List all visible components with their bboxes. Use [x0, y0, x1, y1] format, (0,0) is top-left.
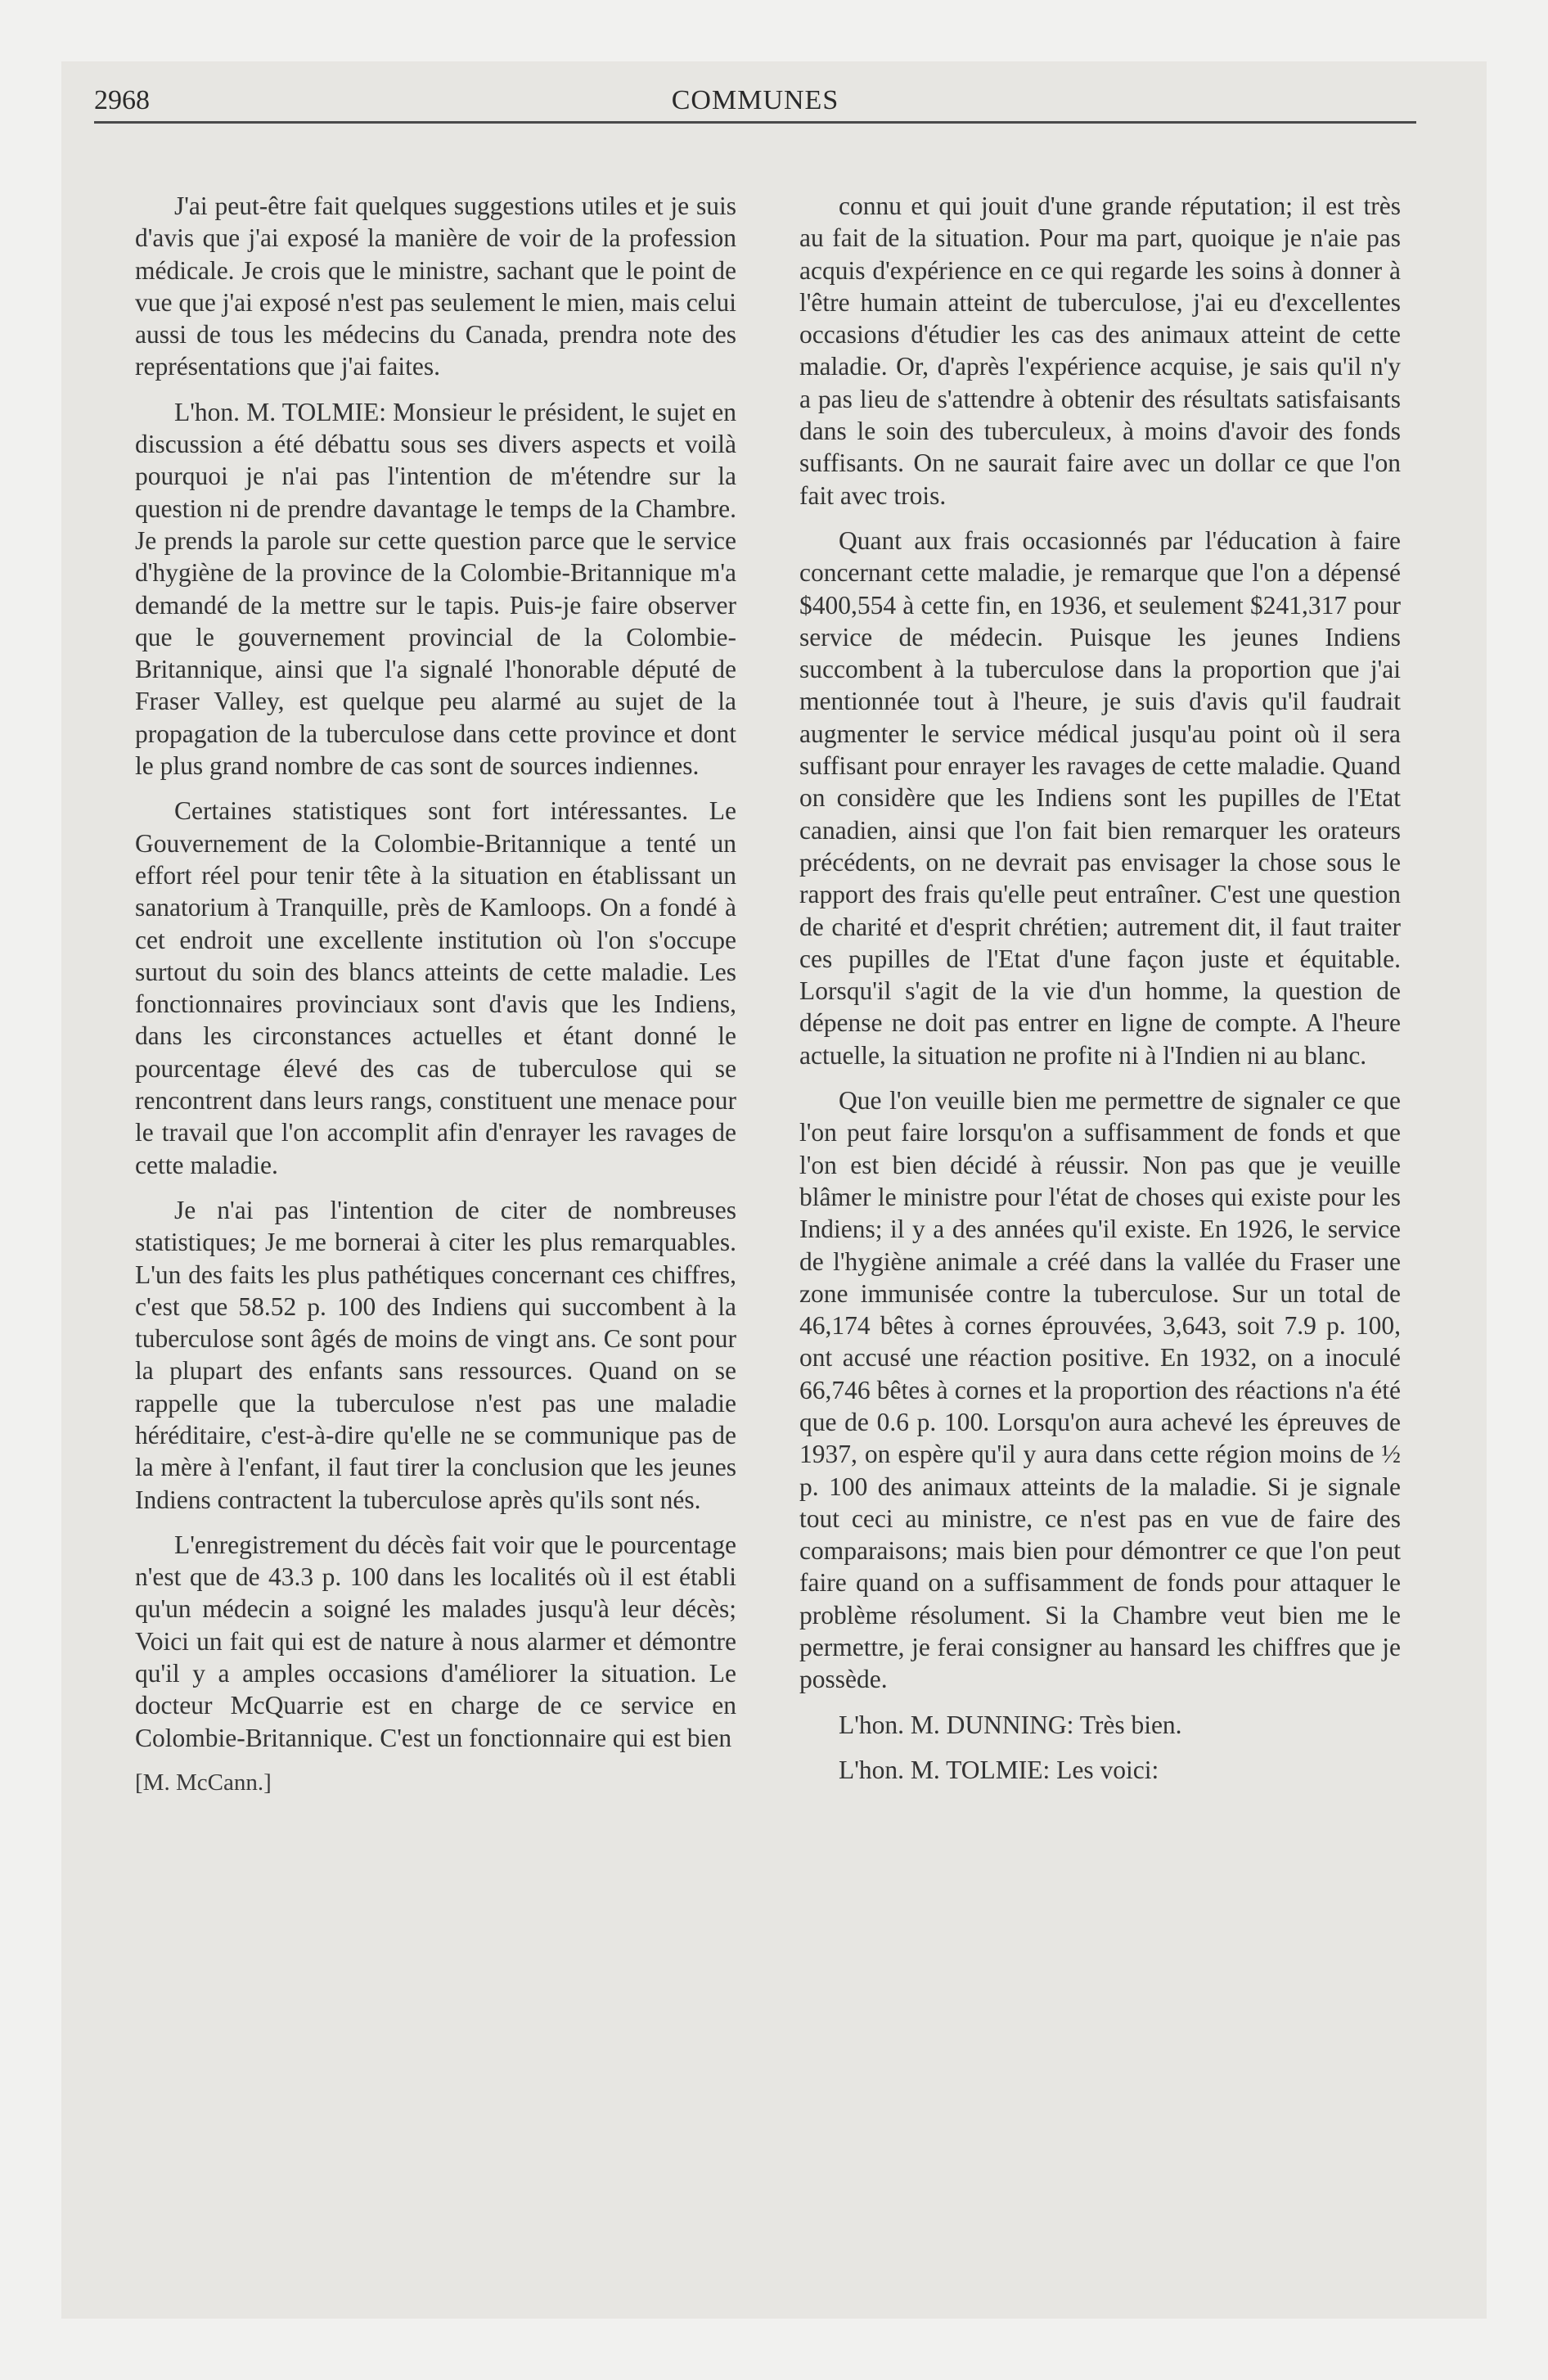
page-title: COMMUNES [671, 85, 839, 115]
paragraph: J'ai peut-être fait quelques suggestions utiles et je suis d'avis que j'ai exposé la manière de voir de la profession médicale. Je crois que le ministre, sachant que le point de vue que j'ai exposé n'est pas seulement le mien, mais celui aussi de tous les médecins du Canada, prendra note des représentations que j'ai faites. [135, 192, 736, 381]
paragraph: Certaines statistiques sont fort intéressantes. Le Gouvernement de la Colombie-Britannique a tenté un effort réel pour tenir tête à la situation en établissant un sanatorium à Tranquille, près de Kamloops. On a fondé à cet endroit une excellente institution où l'on s'occupe surtout du soin des blancs atteints de cette maladie. Les fonctionnaires provinciaux sont d'avis que les Indiens, dans les circonstances actuelles et étant donné le pourcentage élevé des cas de tuberculose qui se rencontrent dans leurs rangs, constituent une menace pour le travail que l'on accomplit afin d'enrayer les ravages de cette maladie. [135, 796, 736, 1179]
paragraph: Que l'on veuille bien me permettre de signaler ce que l'on peut faire lorsqu'on a suffisamment de fonds et que l'on est bien décidé à réussir. Non pas que je veuille blâmer le ministre pour l'état de choses qui existe pour les Indiens; il y a des années qu'il existe. En 1926, le service de l'hygiène animale a créé dans la vallée du Fraser une zone immunisée contre la tuberculose. Sur un total de 46,174 bêtes à cornes éprouvées, 3,643, soit 7.9 p. 100, ont accusé une réaction positive. En 1932, on a inoculé 66,746 bêtes à cornes et la proportion des réactions n'a été que de 0.6 p. 100. Lorsqu'on aura achevé les épreuves de 1937, on espère qu'il y aura dans cette région moins de ½ p. 100 des animaux atteints de la maladie. Si je signale tout ceci au ministre, ce n'est pas en vue de faire des comparaisons; mais bien pour démontrer ce que l'on peut faire quand on a suffisamment de fonds pour attaquer le problème résolument. Si la Chambre veut bien me le permettre, je ferai consigner au hansard les chiffres que je possède. [799, 1086, 1401, 1694]
paragraph: L'hon. M. TOLMIE: Monsieur le président, le sujet en discussion a été débattu sous ses divers aspects et voilà pourquoi je n'ai pas l'intention de m'étendre sur la question ni de prendre davantage le temps de la Chambre. Je prends la parole sur cette question parce que le service d'hygiène de la province de la Colombie-Britannique m'a demandé de la mettre sur le tapis. Puis-je faire observer que le gouvernement provincial de la Colombie-Britannique, ainsi que l'a signalé l'honorable député de Fraser Valley, est quelque peu alarmé au sujet de la propagation de la tuberculose dans cette province et dont le plus grand nombre de cas sont de sources indiennes. [135, 397, 736, 781]
page-number: 2968 [94, 85, 150, 115]
paragraph: Je n'ai pas l'intention de citer de nombreuses statistiques; Je me bornerai à citer les plus remarquables. L'un des faits les plus pathétiques concernant ces chiffres, c'est que 58.52 p. 100 des Indiens qui succombent à la tuberculose sont âgés de moins de vingt ans. Ce sont pour la plupart des enfants sans ressources. Quand on se rappelle que la tuberculose n'est pas une maladie héréditaire, c'est-à-dire qu'elle ne se communique pas de la mère à l'enfant, il faut tirer la conclusion que les jeunes Indiens contractent la tuberculose après qu'ils sont nés. [135, 1195, 736, 1514]
paragraph: Quant aux frais occasionnés par l'éducation à faire concernant cette maladie, je remarque que l'on a dépensé $400,554 à cette fin, en 1936, et seulement $241,317 pour service de médecin. Puisque les jeunes Indiens succombent à la tuberculose dans la proportion que j'ai mentionnée tout à l'heure, je suis d'avis qu'il faudrait augmenter le service médical jusqu'au point où il sera suffisant pour enrayer les ravages de cette maladie. Quand on considère que les Indiens sont les pupilles de l'Etat canadien, ainsi que l'on fait bien remarquer les orateurs précédents, on ne devrait pas envisager la chose sous le rapport des frais qu'elle peut entraîner. C'est une question de charité et d'esprit chrétien; autrement dit, il faut traiter ces pupilles de l'Etat d'une façon juste et équitable. Lorsqu'il s'agit de la vie d'un homme, la question de dépense ne doit pas entrer en ligne de compte. A l'heure actuelle, la situation ne profite ni à l'Indien ni au blanc. [799, 525, 1401, 1070]
paragraph: connu et qui jouit d'une grande réputation; il est très au fait de la situation. Pour ma part, quoique je n'aie pas acquis d'expérience en ce qui regarde les soins à donner à l'être humain atteint de tuberculose, j'ai eu d'excellentes occasions d'étudier les cas des animaux atteint de cette maladie. Or, d'après l'expérience acquise, je sais qu'il n'y a pas lieu de s'attendre à obtenir des résultats satisfaisants dans le soin des tuberculeux, à moins d'avoir des fonds suffisants. On ne saurait faire avec un dollar ce que l'on fait avec trois. [799, 192, 1401, 510]
paragraph: L'hon. M. DUNNING: Très bien. [839, 1710, 1182, 1739]
left-column [135, 190, 736, 1799]
paragraph: L'hon. M. TOLMIE: Les voici: [839, 1755, 1159, 1784]
paragraph: L'enregistrement du décès fait voir que le pourcentage n'est que de 43.3 p. 100 dans les localités où il est établi qu'un médecin a soigné les malades jusqu'à leur décès; Voici un fait qui est de nature à nous alarmer et démontre qu'il y a amples occasions d'améliorer la situation. Le docteur McQuarrie est en charge de ce service en Colombie-Britannique. C'est un fonctionnaire qui est bien [135, 1530, 736, 1752]
speaker-attribution: [M. McCann.] [135, 1769, 272, 1796]
header-rule [94, 121, 1416, 124]
right-column [799, 190, 1401, 1799]
running-head [94, 74, 1416, 123]
